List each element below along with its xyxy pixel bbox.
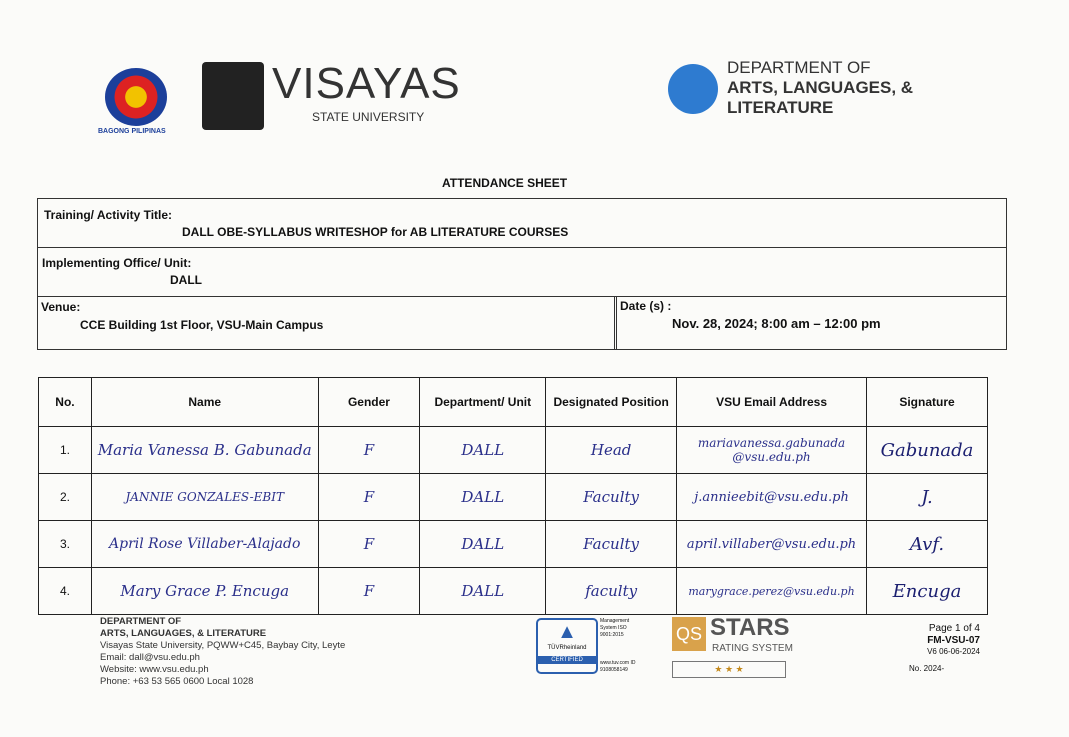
- page-title: ATTENDANCE SHEET: [442, 176, 568, 190]
- row-position: Faculty: [546, 521, 677, 568]
- tuv-web: www.tuv.com ID 9108058149: [600, 660, 636, 673]
- footer-dept1: DEPARTMENT OF: [100, 616, 182, 627]
- table-header-row: [39, 378, 988, 427]
- row-no: 1.: [39, 427, 92, 474]
- row-no: 4.: [39, 568, 92, 615]
- table-row: [39, 474, 988, 521]
- col-email: VSU Email Address: [677, 378, 867, 427]
- star-rating: ★ ★ ★: [672, 661, 786, 678]
- row-signature: Gabunada: [867, 427, 988, 474]
- mgmt-text: Management System ISO 9001:2015: [600, 618, 630, 638]
- footer-website: Website: www.vsu.edu.ph: [100, 664, 209, 675]
- stars-text: STARS: [710, 614, 790, 641]
- row-gender: F: [318, 474, 420, 521]
- office-label: Implementing Office/ Unit:: [42, 256, 192, 270]
- row-email: marygrace.perez@vsu.edu.ph: [677, 568, 867, 615]
- footer-address: Visayas State University, PQWW+C45, Baybay City, Leyte: [100, 640, 346, 651]
- tuv-text: TÜVRheinland: [547, 645, 587, 651]
- vsu-logo: [202, 62, 264, 130]
- row-name: Maria Vanessa B. Gabunada: [91, 427, 318, 474]
- row-position: Head: [546, 427, 677, 474]
- row-no: 3.: [39, 521, 92, 568]
- table-row: [39, 521, 988, 568]
- doc-number: No. 2024-: [909, 664, 945, 673]
- row-dept: DALL: [420, 427, 546, 474]
- bagong-pilipinas-logo: [105, 68, 167, 126]
- col-gender: Gender: [318, 378, 420, 427]
- row-no: 2.: [39, 474, 92, 521]
- date-label: Date (s) :: [620, 299, 672, 313]
- dept-line2: ARTS, LANGUAGES, &: [727, 78, 914, 97]
- vsu-sub: STATE UNIVERSITY: [312, 110, 425, 124]
- row-dept: DALL: [420, 568, 546, 615]
- row-position: faculty: [546, 568, 677, 615]
- row-position: Faculty: [546, 474, 677, 521]
- dept-line3: LITERATURE: [727, 98, 834, 117]
- row-gender: F: [318, 427, 420, 474]
- footer-dept2: ARTS, LANGUAGES, & LITERATURE: [100, 628, 267, 639]
- table-row: [39, 568, 988, 615]
- form-version: V6 06-06-2024: [927, 647, 980, 656]
- venue-value: CCE Building 1st Floor, VSU-Main Campus: [80, 318, 324, 332]
- row-gender: F: [318, 568, 420, 615]
- col-no: No.: [39, 378, 92, 427]
- attendance-table: [38, 377, 988, 615]
- form-code: FM-VSU-07: [927, 635, 980, 646]
- footer-phone: Phone: +63 53 565 0600 Local 1028: [100, 676, 254, 687]
- row-signature: J.: [867, 474, 988, 521]
- row-dept: DALL: [420, 474, 546, 521]
- activity-title: DALL OBE-SYLLABUS WRITESHOP for AB LITERATURE COURSES: [182, 225, 569, 239]
- office-value: DALL: [170, 273, 202, 287]
- row-email: mariavanessa.gabunada @vsu.edu.ph: [677, 427, 867, 474]
- col-position: Designated Position: [546, 378, 677, 427]
- tuv-certified: CERTIFIED: [538, 656, 596, 664]
- col-name: Name: [91, 378, 318, 427]
- row-gender: F: [318, 521, 420, 568]
- row-email: april.villaber@vsu.edu.ph: [677, 521, 867, 568]
- bagong-pilipinas-text: BAGONG PILIPINAS: [98, 128, 166, 135]
- row-dept: DALL: [420, 521, 546, 568]
- dall-logo: [668, 64, 718, 114]
- row-name: Mary Grace P. Encuga: [91, 568, 318, 615]
- page-number: Page 1 of 4: [928, 623, 980, 634]
- date-value: Nov. 28, 2024; 8:00 am – 12:00 pm: [672, 316, 881, 331]
- dept-line1: DEPARTMENT OF: [727, 58, 871, 77]
- qs-logo: QS: [672, 617, 706, 651]
- activity-label: Training/ Activity Title:: [44, 208, 173, 222]
- vsu-name: VISAYAS: [272, 59, 461, 108]
- row-signature: Encuga: [867, 568, 988, 615]
- row-signature: Avf.: [867, 521, 988, 568]
- col-signature: Signature: [867, 378, 988, 427]
- table-row: [39, 427, 988, 474]
- venue-label: Venue:: [41, 300, 81, 314]
- rating-text: RATING SYSTEM: [712, 643, 793, 654]
- tuv-logo: ▲ TÜVRheinland CERTIFIED: [536, 618, 598, 674]
- col-department: Department/ Unit: [420, 378, 546, 427]
- row-name: JANNIE GONZALES-EBIT: [91, 474, 318, 521]
- row-email: j.annieebit@vsu.edu.ph: [677, 474, 867, 521]
- row-name: April Rose Villaber-Alajado: [91, 521, 318, 568]
- footer-email: Email: dall@vsu.edu.ph: [100, 652, 200, 663]
